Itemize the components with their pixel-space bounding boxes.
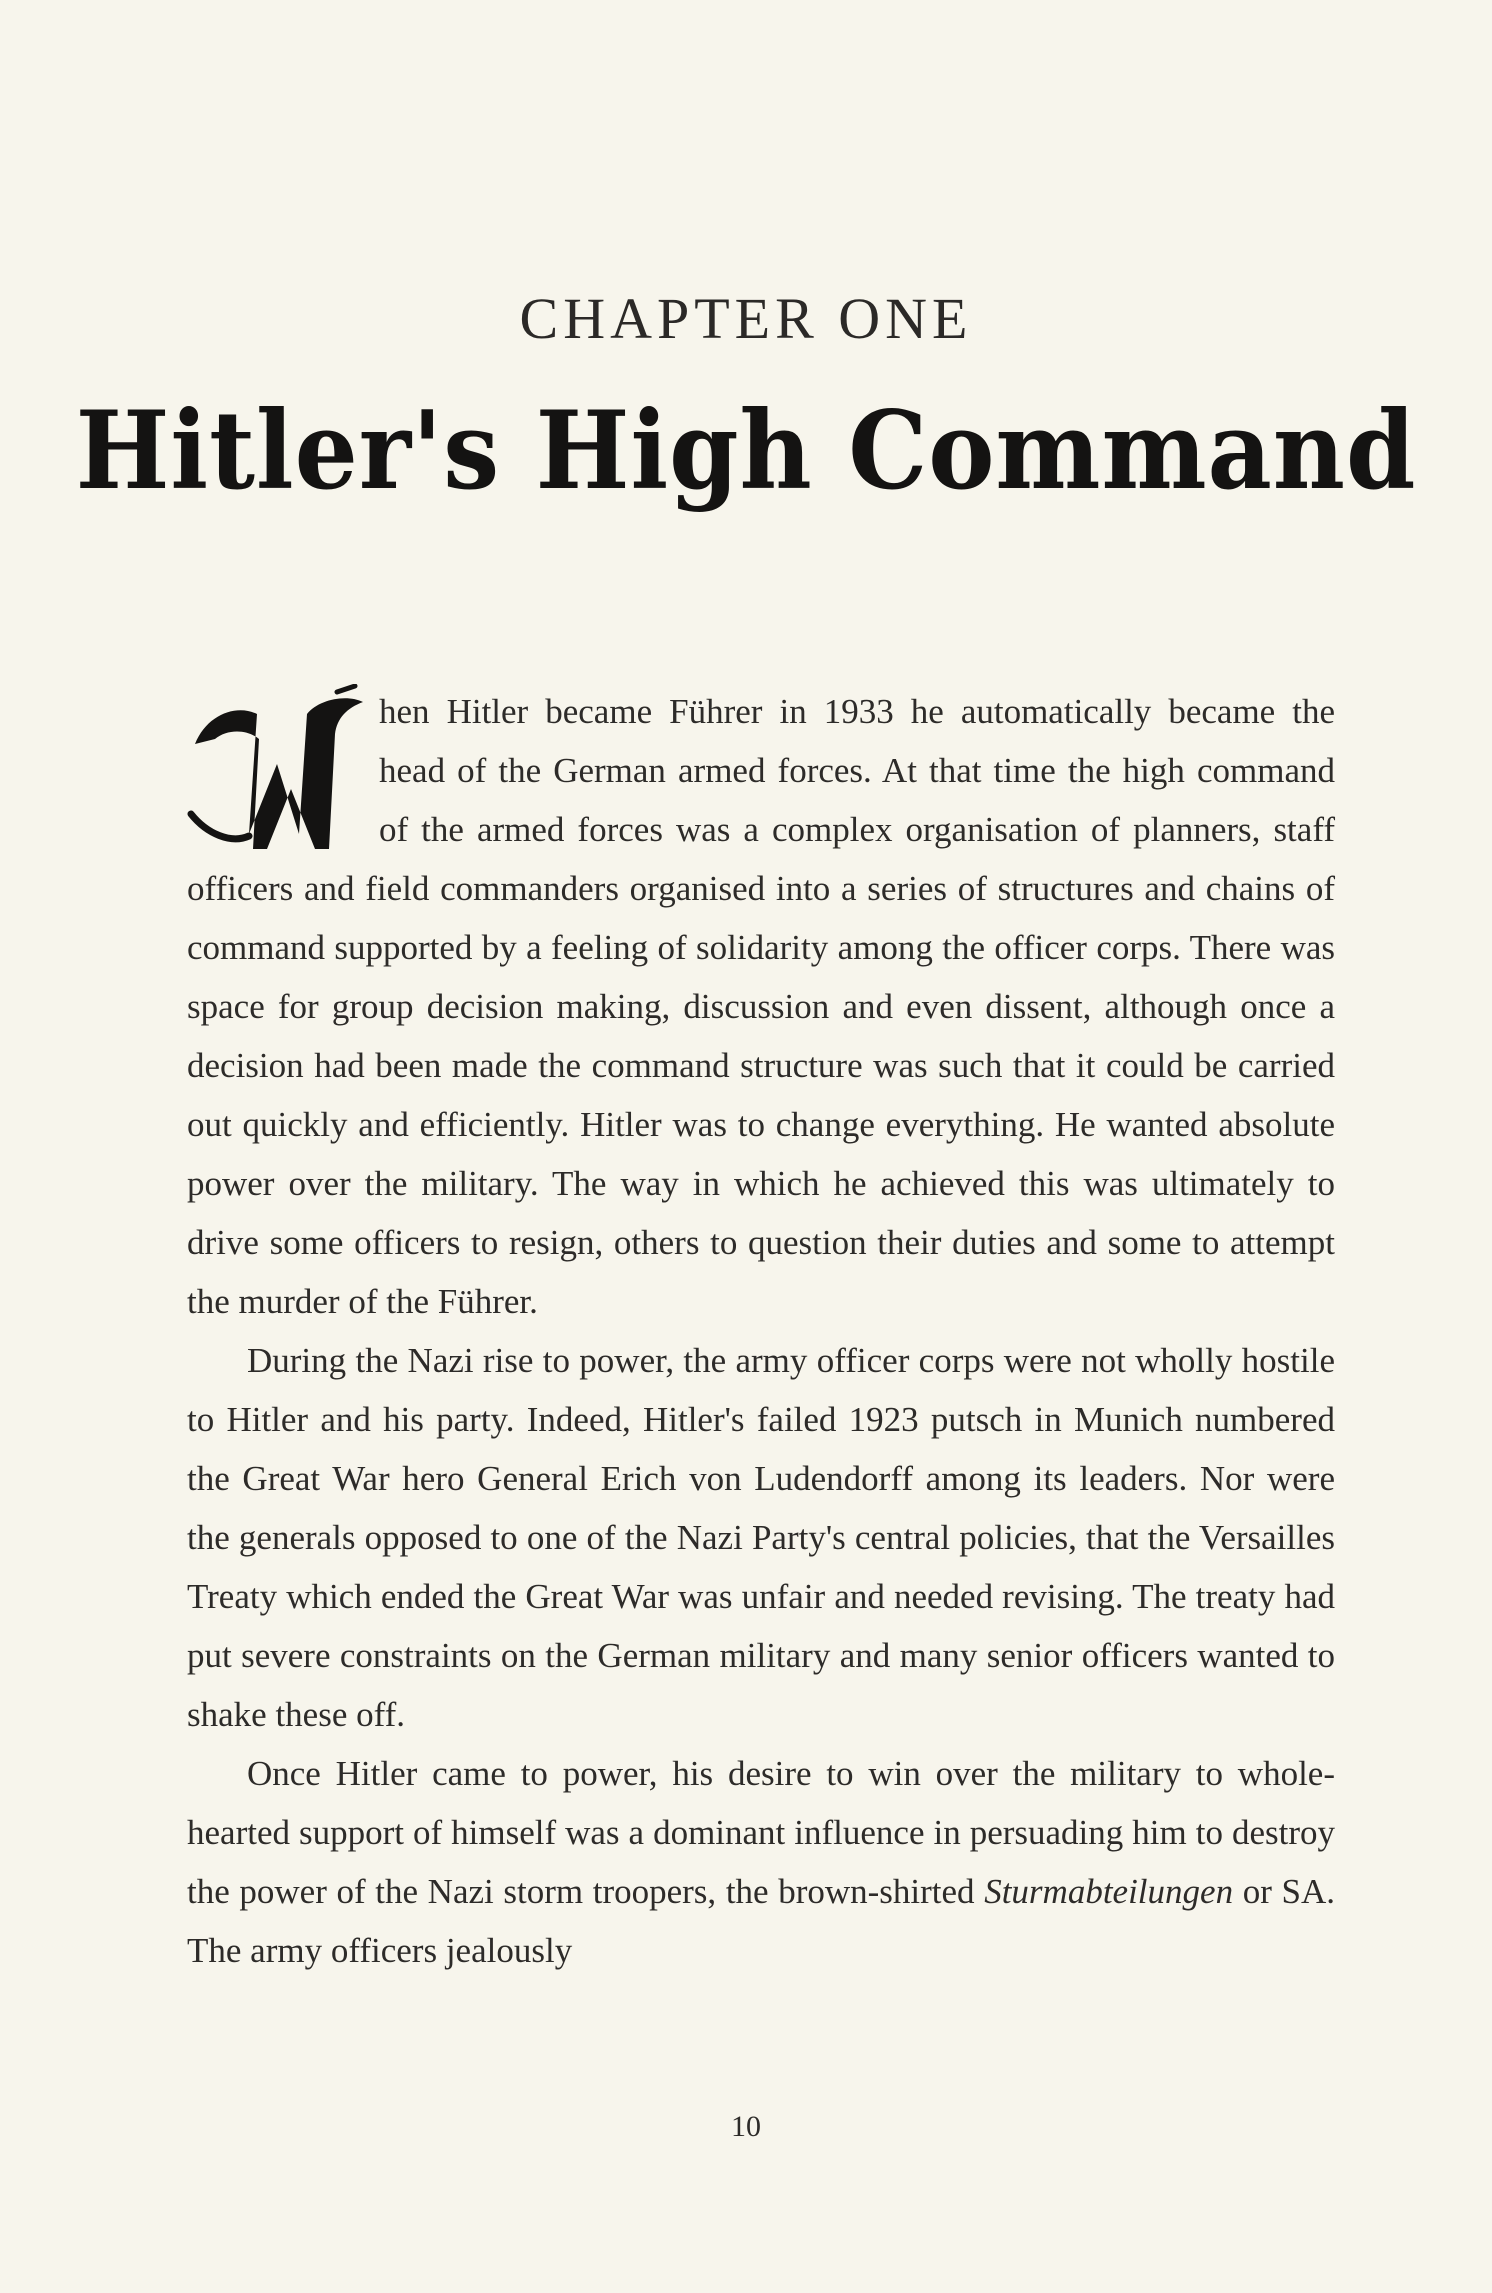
paragraph-1-text: hen Hitler became Führer in 1933 he automatically became the head of the German armed forces. At that time the high command of the armed forces was a complex organisation of planners, staff officers and field commanders organised into a series of structures and chains of command supported by a feeling of solidarity among the officer corps. There was space for group decision making, discussion and even dissent, although once a decision had been made the command structure was such that it could be carried out quickly and efficiently. Hitler was to change everything. He wanted absolute power over the military. The way in which he achieved this was ultimately to drive some officers to resign, others to question their duties and some to attempt the murder of the Führer. [187, 692, 1335, 1321]
chapter-title: Hitler's High Command [75, 388, 1417, 514]
page-number: 10 [731, 2110, 761, 2143]
paragraph-3-text-before: Once Hitler came to power, his desire to win over the military to whole-hearted support of himself was a dominant influence in persuading him to destroy the power of the Nazi storm troopers, the brown-shirted [187, 1754, 1335, 1911]
paragraph-3 [187, 1744, 1335, 1980]
drop-cap-w-icon [187, 684, 369, 854]
paragraph-2: During the Nazi rise to power, the army officer corps were not wholly hostile to Hitler and his party. Indeed, Hitler's failed 1923 putsch in Munich numbered the Great War hero General Erich von Ludendorff among its leaders. Nor were the generals opposed to one of the Nazi Party's central policies, that the Versailles Treaty which ended the Great War was unfair and needed revising. The treaty had put severe constraints on the German military and many senior officers wanted to shake these off. [187, 1341, 1335, 1734]
paragraph-1 [187, 682, 1335, 1331]
paragraph-3-text-after: or SA. The army officers jealously [187, 1872, 1335, 1970]
body-text [187, 682, 1335, 1980]
chapter-label: CHAPTER ONE [519, 286, 973, 351]
paragraph-3-italic-term: Sturmabteilungen [984, 1872, 1234, 1911]
